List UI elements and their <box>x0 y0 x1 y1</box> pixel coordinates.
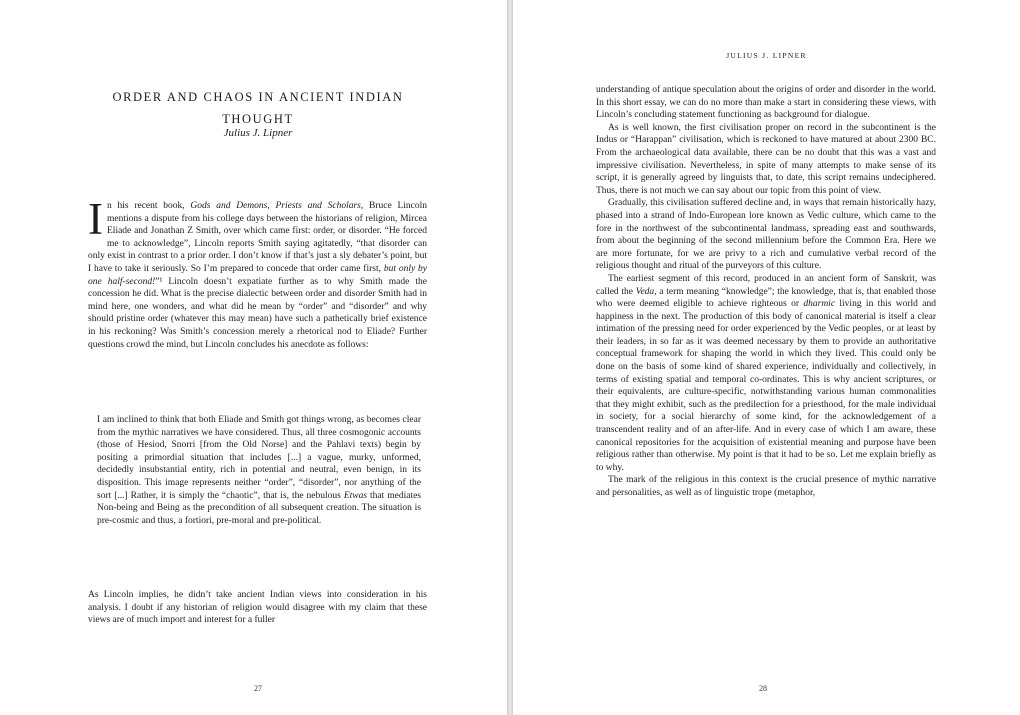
text-run: ”¹ Lincoln doesn’t expatiate further as to why Smith made the concession he did. What is the precise dialectic between order and disorder Smith had in mind here, one wonders, and what did he mean by “order” and “disorder” and why should pristine order (whatever this may mean) have such a pathetically brief existence in his reckoning? Was Smith’s concession merely a rhetorical nod to Eliade? Further questions crowd the mind, but Lincoln concludes his anecdote as follows: <box>88 276 428 350</box>
block-quote <box>97 414 421 527</box>
italic-text: but only by one half-second! <box>88 263 427 287</box>
drop-cap: I <box>88 194 103 244</box>
left-page <box>0 0 507 715</box>
right-body-text <box>596 84 936 500</box>
article-author: Julius J. Lipner <box>223 127 293 139</box>
body-paragraph <box>596 122 936 198</box>
italic-text: Gods and Demons, Priests and Scholars <box>190 201 361 211</box>
body-paragraph <box>596 197 936 273</box>
italic-text: Veda <box>635 286 655 297</box>
text-run: As is well known, the first civilisation proper on record in the subcontinent is the Indus or “Harappan” civilisation, which is reckoned to have matured at about 2300 BC. From the archaeological data available, there can be no doubt that this was a vast and impressive civilisation. Nevertheless, in spite of many attempts to make sense of its script, it is generally agreed by linguists that, to date, this script remains undeciphered. Thus, there is not much we can say about our topic from this point of view. <box>596 122 936 196</box>
body-paragraph <box>596 474 936 499</box>
text-run: n his recent book, <box>107 201 191 211</box>
text-run: The earliest segment of this record, produced in an ancient form of Sanskrit, was called the <box>596 273 936 297</box>
text-run: understanding of antique speculation about the origins of order and disorder in the world. In this short essay, we can do no more than make a start in considering these views, with Lincoln’s concluding statement functioning as background for dialogue. <box>596 85 936 121</box>
running-head: JULIUS J. LIPNER <box>726 51 807 60</box>
italic-text: dharmic <box>803 299 836 310</box>
text-run: , a term meaning “knowledge”; the knowledge, that is, that enabled those who were deemed eligible to achieve righteous or <box>596 286 936 310</box>
italic-text: Etwas <box>343 490 368 501</box>
text-run: that mediates Non-being and Being as the precondition of all subsequent creation. The situation is pre-cosmic and thus, a fortiori, pre-moral and pre-political. <box>97 490 421 526</box>
intro-paragraph <box>88 194 428 351</box>
body-paragraph <box>596 84 936 122</box>
page-number-right: 28 <box>759 684 767 693</box>
text-run: I am inclined to think that both Eliade and Smith got things wrong, as becomes clear from the mythic narratives we have considered. Thus, all three cosmogonic accounts (those of Hesiod, Snorri [from the Old Norse] and the Pahlavi texts) begin by positing a primordial situation that includes [...] a vague, murky, unformed, decidedly insubstantial entity, rich in potential and neutral, even benign, in its disposition. This image represents neither “order”, “disorder”, nor anything of the sort [...] Rather, it is simply the “chaotic”, that is, the nebulous <box>97 415 421 501</box>
page-number-left: 27 <box>254 684 262 693</box>
text-run: The mark of the religious in this context is the crucial presence of mythic narrative and personalities, as well as of linguistic trope (metaphor, <box>596 475 936 498</box>
right-page <box>513 0 1020 715</box>
text-run: Gradually, this civilisation suffered decline and, in ways that remain historically hazy, phased into a strand of Indo-European lore known as Vedic culture, which came to the fore in the northwest of the subcontinental landmass, spreading east and southwards, from about the beginning of the second millennium before the Common Era. Here we are more fortunate, for we are privy to a rich and cumulative verbal record of the religious thought and ritual of the purveyors of this culture. <box>596 198 936 272</box>
intro-text <box>88 194 428 350</box>
article-title: ORDER AND CHAOS IN ANCIENT INDIAN THOUGHT <box>112 90 404 126</box>
text-run: , Bruce Lincoln mentions a dispute from his college days between the historians of religion, Mircea Eliade and Jonathan Z Smith, over which came first: order, or disorder. “He forced me to acknowledge”, Lincoln reports Smith saying agitatedly, “that disorder can only exist in contrast to a prior order. I don’t know if that’s just a sly debater’s point, but I have to take it seriously. So I’m prepared to concede that order came first, <box>88 201 427 274</box>
body-paragraph <box>596 273 936 475</box>
text-run: living in this world and happiness in the next. The production of this body of canonical material is itself a clear intimation of the pressing need for order experienced by the Vedic peoples, or at least by their leaders, in so far as it was deemed necessary by them to provide an authoritative conceptual framework for shaping the world in which they lived. This could only be done on the basis of some kind of shared experience, individually and collectively, in terms of existing spatial and temporal co-ordinates. This is why ancient scriptures, or their equivalents, are culture-specific, notwithstanding various human commonalities that they might exhibit, such as the predilection for a priesthood, for the male individual in society, for a social hierarchy of some kind, for the acknowledgement of a transcendent reality and of an after-life. And in every case of which I am aware, these canonical repositories for the acquisition of existential meaning and purpose have been religious rather than otherwise. My point is that it had to be so. Let me explain briefly as to why. <box>596 299 936 473</box>
after-quote-paragraph: As Lincoln implies, he didn’t take ancient Indian views into consideration in his analysis. I doubt if any historian of religion would disagree with my claim that these views are of much import and interest for a fuller <box>88 590 427 626</box>
